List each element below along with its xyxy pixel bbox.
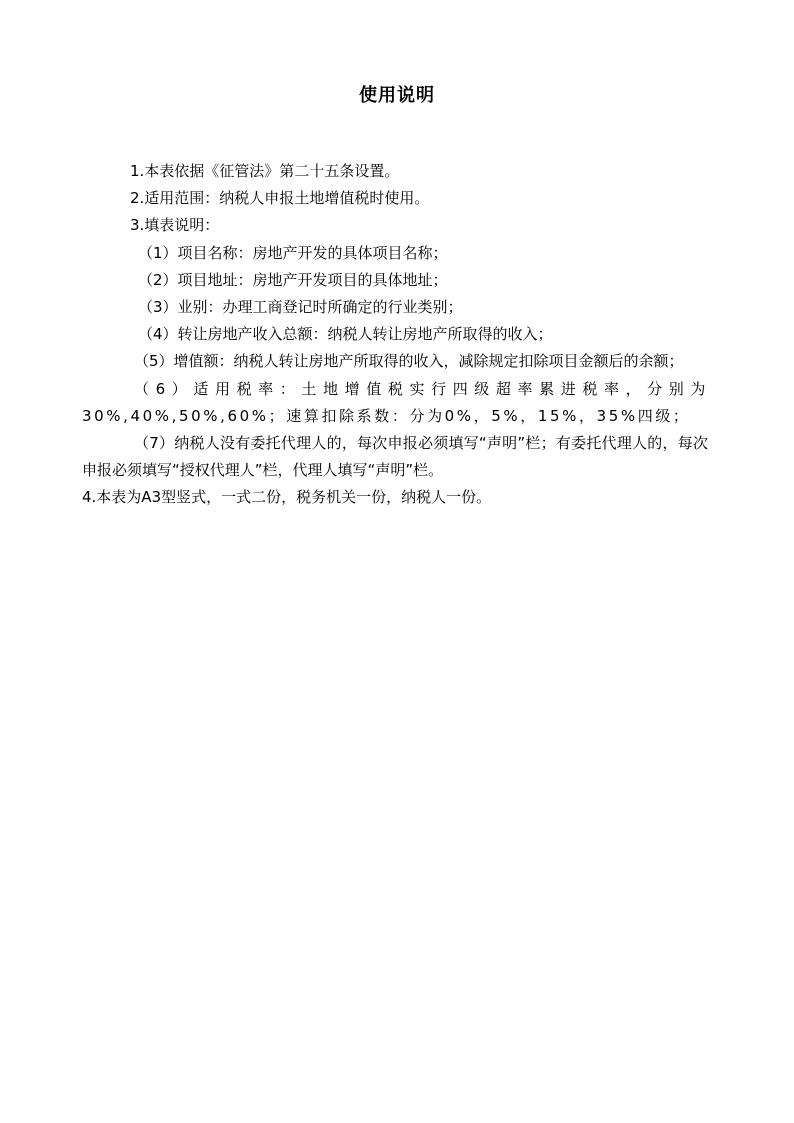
instruction-item-4: 4.本表为A3型竖式，一式二份，税务机关一份，纳税人一份。 — [82, 488, 492, 507]
instruction-item-1: 1.本表依据《征管法》第二十五条设置。 — [130, 162, 400, 180]
instruction-sub-6: （6）适用税率：土地增值税实行四级超率累进税率，分别为30%,40%,50%,60%；速算扣除系数：分为0%，5%，15%，35%四级； — [82, 379, 708, 425]
instruction-sub-5: （5）增值额：纳税人转让房地产所取得的收入，减除规定扣除项目金额后的余额； — [134, 352, 684, 371]
instruction-sub-1: （1）项目名称：房地产开发的具体项目名称； — [138, 243, 448, 262]
instructions-body — [82, 158, 708, 512]
instruction-sub-2: （2）项目地址：房地产开发项目的具体地址； — [138, 270, 448, 289]
instruction-item-2: 2.适用范围：纳税人申报土地增值税时使用。 — [130, 189, 430, 208]
instruction-sub-7: （7）纳税人没有委托代理人的，每次申报必须填写“声明”栏；有委托代理人的，每次申报必须填写“授权代理人”栏，代理人填写“声明”栏。 — [82, 434, 708, 480]
page-title: 使用说明 — [359, 85, 435, 106]
instruction-sub-4: （4）转让房地产收入总额：纳税人转让房地产所取得的收入； — [138, 325, 553, 344]
instruction-sub-3: （3）业别：办理工商登记时所确定的行业类别； — [138, 298, 463, 317]
instruction-item-3: 3.填表说明： — [130, 216, 220, 235]
